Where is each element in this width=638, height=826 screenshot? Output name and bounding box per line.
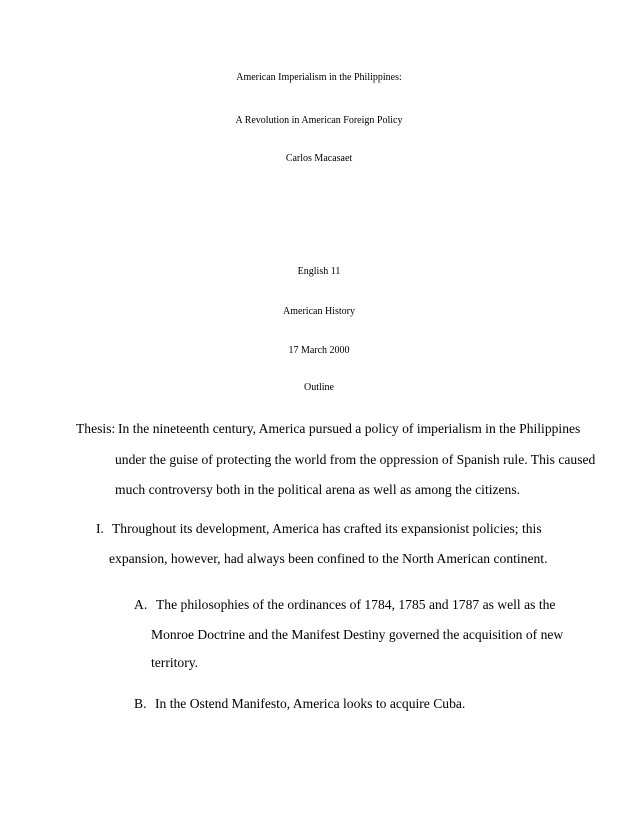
outline-point-b-line-1: In the Ostend Manifesto, America looks to acquire Cuba. [155,696,466,711]
outline-point-i-line-1: Throughout its development, America has crafted its expansionist policies; this [112,521,542,536]
document-subtitle: A Revolution in American Foreign Policy [235,115,403,126]
thesis-line-2: under the guise of protecting the world from the oppression of Spanish rule. This caused [115,452,596,467]
outline-marker-b: B. [134,696,147,711]
author-name: Carlos Macasaet [285,153,353,164]
thesis-label: Thesis: [76,421,116,436]
document-title: American Imperialism in the Philippines: [236,72,402,83]
course-name: English 11 [297,266,341,277]
outline-point-a-line-3: territory. [151,655,199,670]
outline-marker-i: I. [96,521,104,536]
document-date: 17 March 2000 [288,345,350,356]
section-heading: Outline [304,382,334,393]
thesis-line-3: much controversy both in the political arena as well as among the citizens. [115,482,521,497]
outline-point-a-line-2: Monroe Doctrine and the Manifest Destiny governed the acquisition of new [151,627,564,642]
outline-marker-a: A. [134,597,148,612]
thesis-line-1: In the nineteenth century, America pursued a policy of imperialism in the Philippines [118,421,581,436]
subject-name: American History [283,306,355,317]
outline-point-a-line-1: The philosophies of the ordinances of 1784, 1785 and 1787 as well as the [156,597,556,612]
outline-point-i-line-2: expansion, however, had always been confined to the North American continent. [109,551,548,566]
